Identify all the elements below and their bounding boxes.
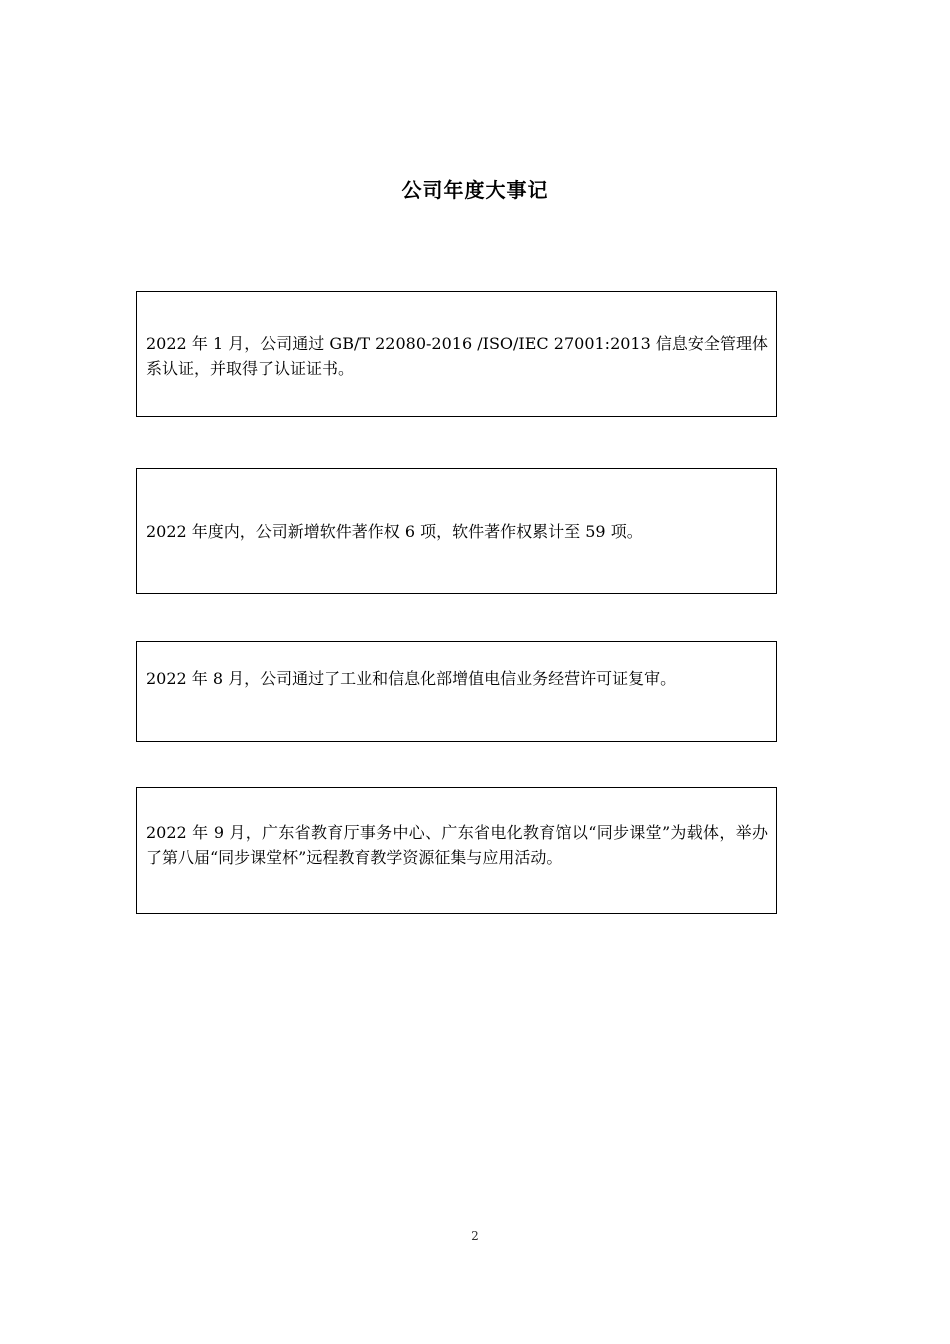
page-title: 公司年度大事记 <box>401 178 549 202</box>
page-number: 2 <box>471 1229 479 1243</box>
event-box <box>136 468 777 594</box>
event-box <box>136 291 777 417</box>
event-box <box>136 787 777 914</box>
event-box <box>136 641 777 742</box>
event-text: 2022 年 1 月，公司通过 GB/T 22080-2016 /ISO/IEC 27001:2013 信息安全管理体系认证，并取得了认证证书。 <box>146 333 768 378</box>
event-text: 2022 年 9 月，广东省教育厅事务中心、广东省电化教育馆以“同步课堂”为载体，举办了第八届“同步课堂杯”远程教育教学资源征集与应用活动。 <box>146 822 768 867</box>
event-text: 2022 年度内，公司新增软件著作权 6 项，软件著作权累计至 59 项。 <box>146 521 643 541</box>
event-text: 2022 年 8 月，公司通过了工业和信息化部增值电信业务经营许可证复审。 <box>146 669 677 688</box>
